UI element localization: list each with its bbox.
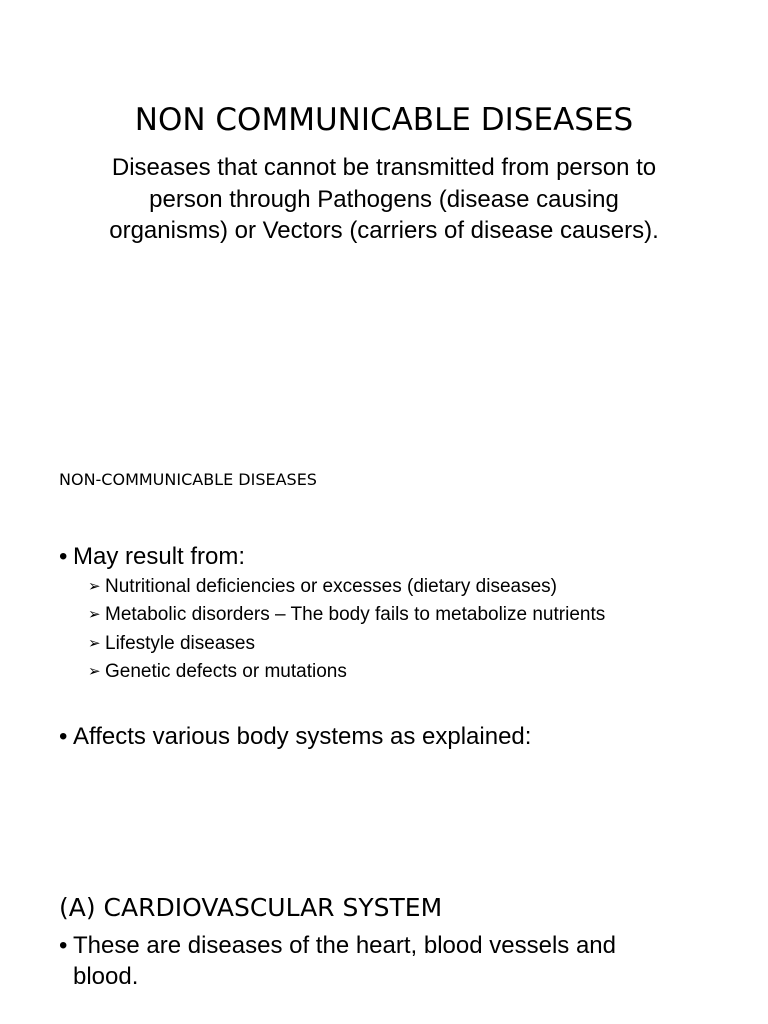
sub-bullet-list [88, 573, 728, 686]
slide-cardiovascular [0, 870, 768, 1024]
sub-bullet-text: Metabolic disorders – The body fails to metabolize nutrients [105, 604, 606, 626]
bullet-icon: • [59, 932, 68, 959]
sub-bullet-item [88, 573, 728, 601]
sub-bullet-item [88, 630, 728, 658]
arrow-bullet-icon: ➢ [88, 606, 101, 624]
arrow-bullet-icon: ➢ [88, 634, 101, 652]
slide-title [0, 0, 768, 300]
sub-bullet-text: Nutritional deficiencies or excesses (dietary diseases) [105, 576, 557, 597]
arrow-bullet-icon: ➢ [88, 578, 101, 595]
bullet-item [59, 930, 679, 992]
bullet-item [59, 722, 709, 752]
sub-bullet-item [88, 601, 728, 629]
bullet-icon: • [59, 543, 68, 570]
page-subtitle: Diseases that cannot be transmitted from person to person through Pathogens (disease causing organisms) or Vectors (carriers of disease causers). [109, 154, 659, 244]
page-title: NON COMMUNICABLE DISEASES [134, 102, 634, 138]
bullet-icon: • [59, 723, 68, 750]
sub-bullet-text: Lifestyle diseases [105, 632, 255, 654]
section-heading: (A) CARDIOVASCULAR SYSTEM [59, 893, 443, 922]
sub-bullet-item [88, 658, 728, 686]
bullet-text: Affects various body systems as explained: [73, 723, 532, 750]
slide-overview [0, 450, 768, 770]
bullet-item [59, 542, 709, 572]
bullet-text: May result from: [73, 543, 246, 570]
bullet-text: These are diseases of the heart, blood vessels and blood. [73, 932, 616, 990]
arrow-bullet-icon: ➢ [88, 662, 101, 680]
sub-bullet-text: Genetic defects or mutations [105, 660, 347, 682]
slide-heading: NON-COMMUNICABLE DISEASES [59, 470, 317, 489]
